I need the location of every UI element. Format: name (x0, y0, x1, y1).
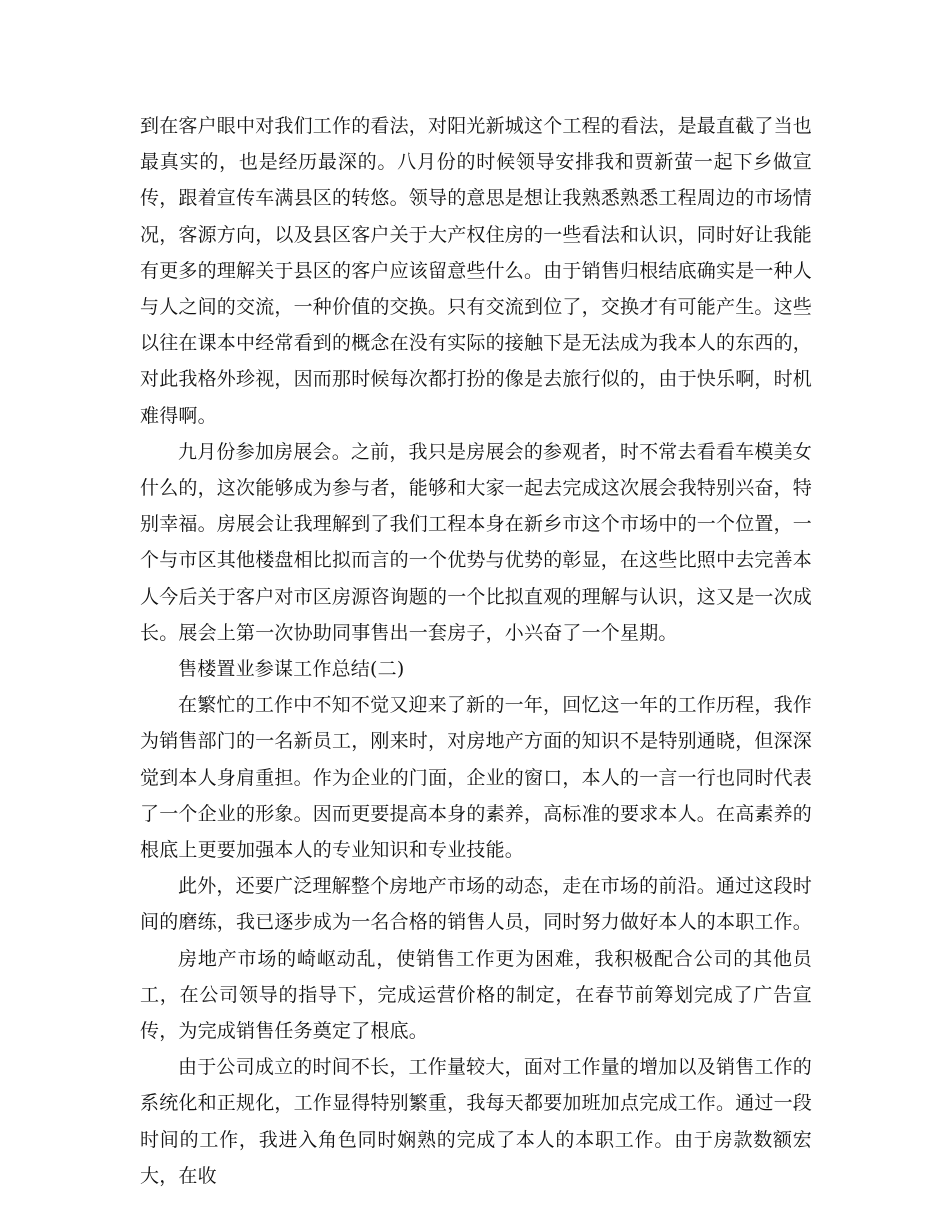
paragraph-workload: 由于公司成立的时间不长，工作量较大，面对工作量的增加以及销售工作的系统化和正规化，工作显得特别繁重，我每天都要加班加点完成工作。通过一段时间的工作，我进入角色同时娴熟的完成了本人的本职工作。由于房款数额宏大，在收 (140, 1056, 813, 1187)
paragraph-cooperation: 房地产市场的崎岖动乱，使销售工作更为困难，我积极配合公司的其他员工，在公司领导的指导下，完成运营价格的制定，在春节前筹划完成了广告宣传，为完成销售任务奠定了根底。 (140, 947, 812, 1043)
section-heading: 售楼置业参谋工作总结(二) (178, 658, 405, 681)
paragraph-intro: 在繁忙的工作中不知不觉又迎来了新的一年，回忆这一年的工作历程，我作为销售部门的一名新员工，刚来时，对房地产方面的知识不是特别通晓，但深深觉到本人身肩重担。作为企业的门面，企业的窗口，本人的一言一行也同时代表了一个企业的形象。因而更要提高本身的素养，高标准的要求本人。在高素养的根底上更要加强本人的专业知识和专业技能。 (140, 694, 813, 862)
paragraph-market: 此外，还要广泛理解整个房地产市场的动态，走在市场的前沿。通过这段时间的磨练，我已逐步成为一名合格的销售人员，同时努力做好本人的本职工作。 (140, 875, 813, 934)
paragraph-continued: 到在客户眼中对我们工作的看法，对阳光新城这个工程的看法，是最直截了当也最真实的，也是经历最深的。八月份的时候领导安排我和贾新萤一起下乡做宣传，跟着宣传车满县区的转悠。领导的意思是想让我熟悉熟悉工程周边的市场情况，客源方向，以及县区客户关于大产权住房的一些看法和认识，同时好让我能有更多的理解关于县区的客户应该留意些什么。由于销售归根结底确实是一种人与人之间的交流，一种价值的交换。只有交流到位了，交换才有可能产生。这些以往在课本中经常看到的概念在没有实际的接触下是无法成为我本人的东西的，对此我格外珍视，因而那时候每次都打扮的像是去旅行似的，由于快乐啊，时机难得啊。 (140, 115, 813, 427)
paragraph-expo: 九月份参加房展会。之前，我只是房展会的参观者，时不常去看看车模美女什么的，这次能够成为参与者，能够和大家一起去完成这次展会我特别兴奋，特别幸福。房展会让我理解到了我们工程本身在新乡市这个市场中的一个位置，一个与市区其他楼盘相比拟而言的一个优势与优势的彰显，在这些比照中去完善本人今后关于客户对市区房源咨询题的一个比拟直观的理解与认识，这又是一次成长。展会上第一次协助同事售出一套房子，小兴奋了一个星期。 (140, 440, 813, 644)
document-page (140, 108, 812, 1194)
